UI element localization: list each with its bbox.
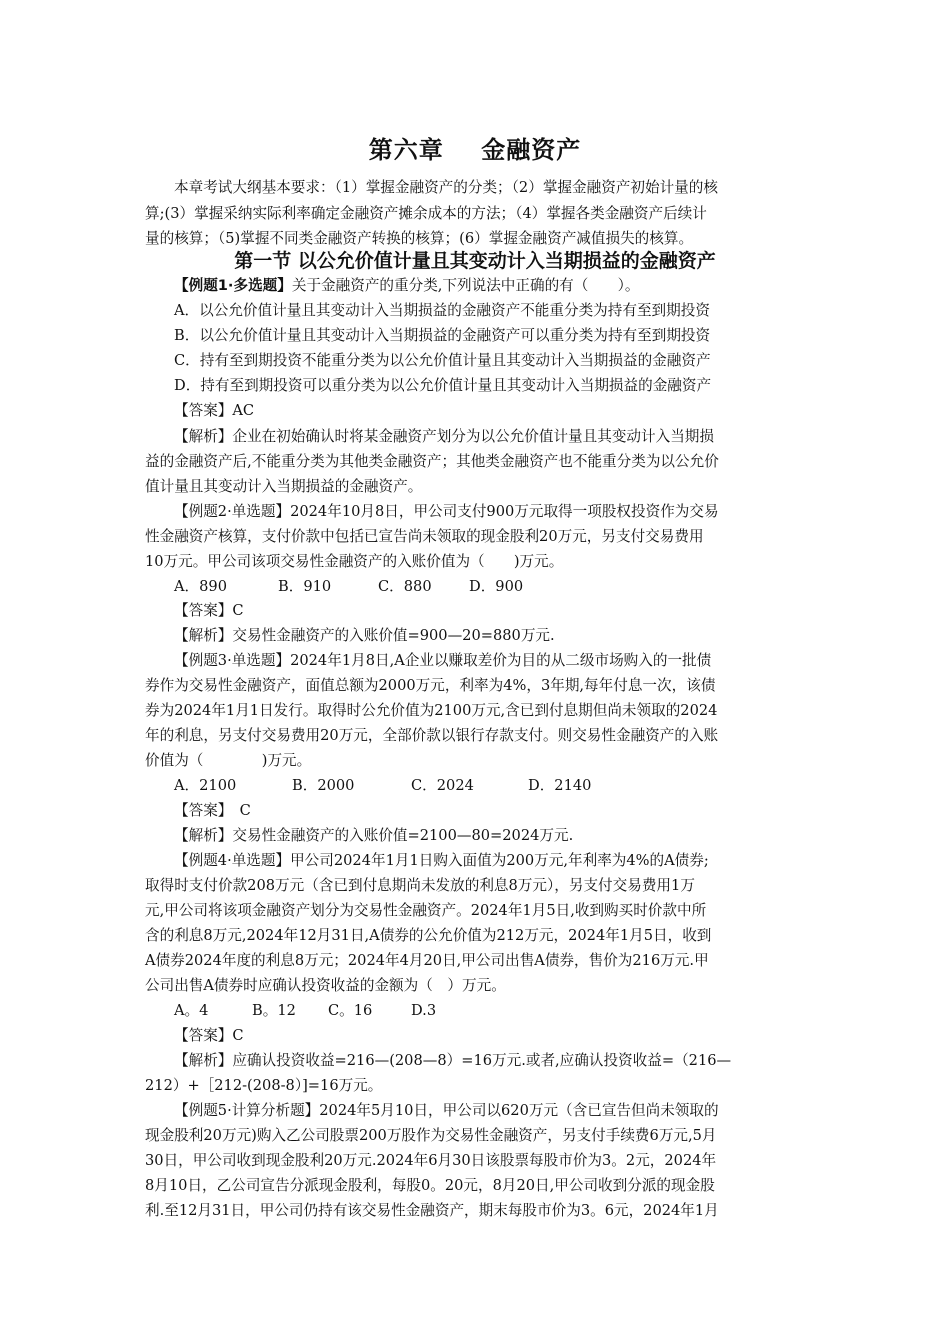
answer-line: 【答案】AC	[174, 402, 255, 419]
question-stem: 价值为（ )万元。	[145, 752, 312, 769]
analysis-line: 212）+［212-(208-8）]=16万元。	[145, 1077, 383, 1094]
question-option: A．以公允价值计量且其变动计入当期损益的金融资产不能重分类为持有至到期投资	[174, 302, 710, 319]
question-stem: A债券2024年度的利息8万元；2024年4月20日,甲公司出售A债券，售价为216万元.甲	[145, 952, 709, 969]
question-option: B．910	[278, 578, 332, 595]
question-option: D．900	[469, 578, 524, 595]
question-option: A．2100	[174, 777, 237, 794]
question-stem: 券为2024年1月1日发行。取得时公允价值为2100万元,含已到付息期但尚未领取的2024	[145, 702, 718, 719]
question-stem: 利.至12月31日，甲公司仍持有该交易性金融资产，期末每股市价为3。6元，2024年1月	[145, 1202, 719, 1219]
analysis-line: 益的金融资产后,不能重分类为其他类金融资产；其他类金融资产也不能重分类为以公允价	[145, 453, 719, 470]
question-text: 关于金融资产的重分类,下列说法中正确的有（ ）。	[291, 277, 640, 294]
question-option: B。12	[252, 1002, 296, 1019]
question-option: A。4	[174, 1002, 209, 1019]
analysis-line: 值计量且其变动计入当期损益的金融资产。	[145, 478, 423, 495]
answer-line: 【答案】C	[174, 602, 244, 619]
question-stem: 【例题5·计算分析题】2024年5月10日，甲公司以620万元（含已宣告但尚未领取的	[174, 1102, 719, 1119]
question-stem: 性金融资产核算，支付价款中包括已宣告尚未领取的现金股利20万元，另支付交易费用	[145, 528, 704, 545]
question-stem: 【例题4·单选题】甲公司2024年1月1日购入面值为200万元,年利率为4%的A债券;	[174, 852, 709, 869]
intro-line: 算;(3）掌握采纳实际利率确定金融资产摊余成本的方法；（4）掌握各类金融资产后续计	[145, 205, 707, 222]
question-option: A．890	[174, 578, 227, 595]
question-stem: 10万元。甲公司该项交易性金融资产的入账价值为（ )万元。	[145, 553, 564, 570]
question-stem: 元,甲公司将该项金融资产划分为交易性金融资产。2024年1月5日,收到购买时价款中所	[145, 902, 707, 919]
question-option: B．以公允价值计量且其变动计入当期损益的金融资产可以重分类为持有至到期投资	[174, 327, 711, 344]
question-stem: 年的利息，另支付交易费用20万元，全部价款以银行存款支付。则交易性金融资产的入账	[145, 727, 719, 744]
question-stem: 8月10日，乙公司宣告分派现金股利，每股0。20元，8月20日,甲公司收到分派的现金股	[145, 1177, 715, 1194]
question-stem: 公司出售A债券时应确认投资收益的金额为（ ）万元。	[145, 977, 506, 994]
question-stem	[174, 276, 639, 296]
chapter-title: 第六章 金融资产	[368, 136, 582, 164]
question-option: D．2140	[528, 777, 592, 794]
analysis-line: 【解析】应确认投资收益=216—(208—8）=16万元.或者,应确认投资收益=（216—	[174, 1052, 732, 1069]
analysis-line: 【解析】交易性金融资产的入账价值=900—20=880万元.	[174, 627, 555, 644]
question-option: D．持有至到期投资可以重分类为以公允价值计量且其变动计入当期损益的金融资产	[174, 377, 712, 394]
question-option: C。16	[328, 1002, 373, 1019]
answer-line: 【答案】C	[174, 1027, 244, 1044]
question-stem: 取得时支付价款208万元（含已到付息期尚未发放的利息8万元），另支付交易费用1万	[145, 877, 695, 894]
section-title: 第一节 以公允价值计量且其变动计入当期损益的金融资产	[234, 250, 716, 272]
question-option: D.3	[411, 1002, 437, 1019]
question-stem: 30日，甲公司收到现金股利20万元.2024年6月30日该股票每股市价为3。2元，2024年	[145, 1152, 717, 1169]
question-option: C．880	[378, 578, 432, 595]
question-stem: 【例题3·单选题】2024年1月8日,A企业以赚取差价为目的从二级市场购入的一批债	[174, 652, 712, 669]
question-stem: 含的利息8万元,2024年12月31日,A债券的公允价值为212万元，2024年1月5日，收到	[145, 927, 712, 944]
question-stem: 现金股利20万元)购入乙公司股票200万股作为交易性金融资产，另支付手续费6万元,5月	[145, 1127, 717, 1144]
question-option: C．2024	[411, 777, 474, 794]
intro-line: 本章考试大纲基本要求：（1）掌握金融资产的分类；（2）掌握金融资产初始计量的核	[174, 179, 718, 196]
question-option: B．2000	[292, 777, 355, 794]
question-stem: 券作为交易性金融资产，面值总额为2000万元，利率为4%，3年期,每年付息一次，该债	[145, 677, 716, 694]
question-stem: 【例题2·单选题】2024年10月8日，甲公司支付900万元取得一项股权投资作为交易	[174, 503, 719, 520]
analysis-line: 【解析】企业在初始确认时将某金融资产划分为以公允价值计量且其变动计入当期损	[174, 428, 714, 445]
question-tag: 【例题1·多选题】	[174, 277, 292, 294]
intro-line: 量的核算；（5)掌握不同类金融资产转换的核算；(6）掌握金融资产减值损失的核算。	[145, 230, 694, 247]
analysis-line: 【解析】交易性金融资产的入账价值=2100—80=2024万元.	[174, 827, 574, 844]
answer-line: 【答案】 C	[174, 802, 251, 819]
question-option: C．持有至到期投资不能重分类为以公允价值计量且其变动计入当期损益的金融资产	[174, 352, 711, 369]
